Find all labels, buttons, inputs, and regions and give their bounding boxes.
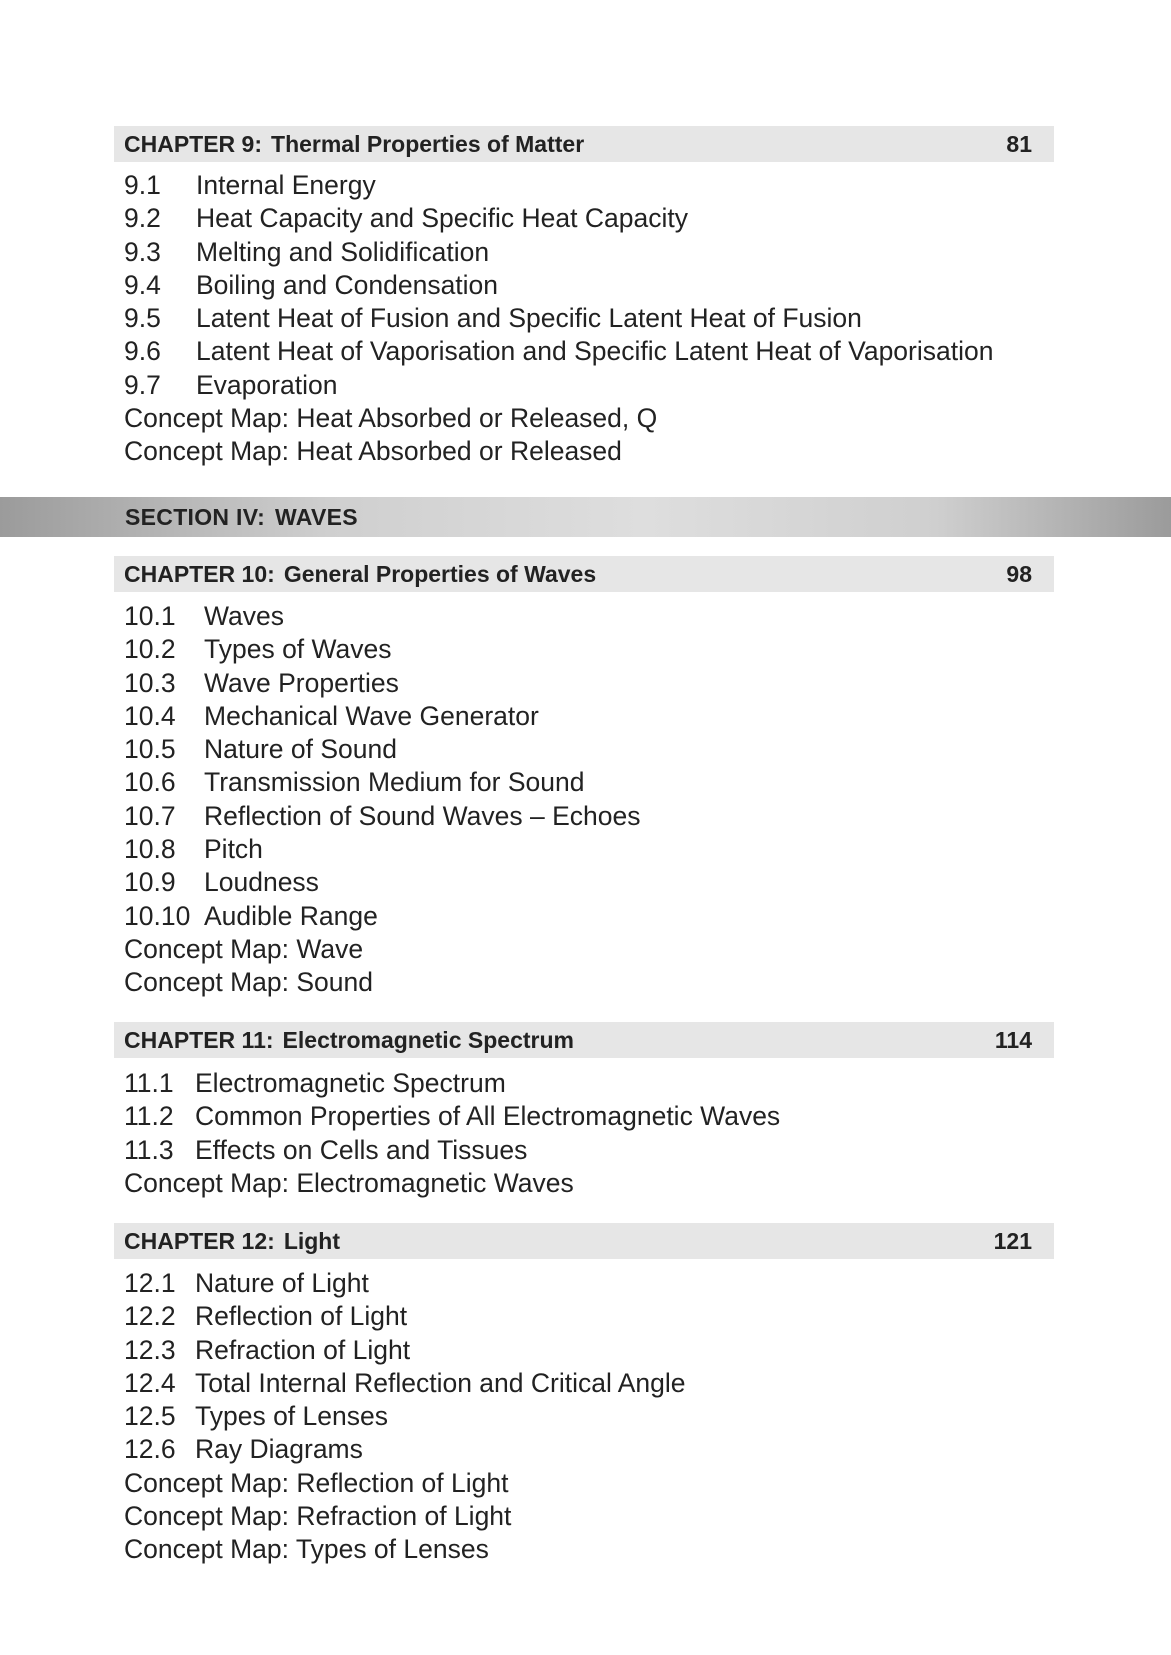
toc-item-title: Refraction of Light (195, 1334, 411, 1365)
toc-item-title: Latent Heat of Vaporisation and Specific Latent Heat of Vaporisation (196, 336, 994, 367)
toc-item-title: Evaporation (196, 369, 338, 400)
toc-item-title: Reflection of Sound Waves – Echoes (204, 800, 641, 831)
toc-item[interactable] (124, 633, 641, 666)
toc-item-number: 12.6 (124, 1434, 176, 1465)
toc-item[interactable] (124, 900, 641, 933)
toc-item-title: Mechanical Wave Generator (204, 700, 539, 731)
toc-item-title: Ray Diagrams (195, 1434, 363, 1465)
chapter-10-label: CHAPTER 10: (124, 560, 275, 587)
toc-item-number: 9.2 (124, 203, 161, 234)
toc-item-number: 11.2 (124, 1101, 174, 1132)
toc-item-number: 10.6 (124, 767, 176, 798)
concept-map-item[interactable]: Concept Map: Wave (124, 933, 364, 964)
toc-item-number: 9.5 (124, 303, 161, 334)
toc-item[interactable] (124, 302, 993, 335)
toc-item-title: Waves (204, 601, 285, 631)
toc-item-title: Nature of Light (195, 1268, 369, 1298)
chapter-10-header[interactable] (114, 556, 1054, 592)
toc-item-number: 12.3 (124, 1334, 176, 1365)
chapter-12-title-group (124, 1228, 349, 1255)
toc-item-number: 9.6 (124, 336, 161, 367)
toc-item[interactable] (124, 800, 641, 833)
toc-item[interactable] (124, 1300, 686, 1333)
toc-item[interactable] (124, 600, 641, 633)
chapter-9-title: Thermal Properties of Matter (271, 130, 585, 157)
chapter-9-contents (124, 169, 993, 469)
toc-item-number: 10.5 (124, 734, 176, 765)
toc-item[interactable] (124, 700, 641, 733)
concept-map-item[interactable]: Concept Map: Sound (124, 967, 373, 998)
toc-item-title: Types of Waves (204, 634, 392, 665)
section-header (0, 497, 1171, 537)
concept-map-item[interactable]: Concept Map: Heat Absorbed or Released, Q (124, 403, 658, 434)
chapter-12-label: CHAPTER 12: (124, 1227, 275, 1254)
toc-item-title: Transmission Medium for Sound (204, 767, 585, 798)
chapter-12-page: 121 (993, 1227, 1032, 1254)
toc-item[interactable] (124, 1334, 686, 1367)
toc-item-number: 9.3 (124, 236, 161, 267)
toc-item-title: Effects on Cells and Tissues (195, 1134, 528, 1165)
toc-item-number: 10.2 (124, 634, 176, 665)
toc-item-number: 9.7 (124, 369, 161, 400)
toc-item[interactable] (124, 1067, 780, 1100)
section-label: SECTION IV: (125, 503, 266, 530)
chapter-10-title-group (124, 561, 605, 588)
chapter-10-title: General Properties of Waves (283, 560, 597, 587)
chapter-11-header[interactable] (114, 1022, 1054, 1058)
chapter-9-label: CHAPTER 9: (124, 130, 263, 157)
toc-item-number: 10.4 (124, 700, 176, 731)
toc-item[interactable] (124, 369, 993, 402)
toc-item-number: 12.5 (124, 1401, 176, 1432)
toc-item[interactable] (124, 667, 641, 700)
chapter-11-label: CHAPTER 11: (124, 1026, 274, 1053)
toc-item[interactable] (124, 1367, 686, 1400)
toc-item-number: 12.4 (124, 1367, 176, 1398)
chapter-12-contents (124, 1267, 686, 1567)
toc-item[interactable] (124, 733, 641, 766)
chapter-11-page: 114 (994, 1026, 1032, 1053)
toc-item-number: 9.4 (124, 269, 161, 300)
toc-item[interactable] (124, 169, 993, 202)
toc-item-number: 10.7 (124, 800, 176, 831)
toc-item-number: 10.10 (124, 900, 191, 931)
toc-item[interactable] (124, 766, 641, 799)
concept-map-item[interactable]: Concept Map: Refraction of Light (124, 1501, 512, 1532)
toc-item[interactable] (124, 1100, 780, 1133)
toc-item[interactable] (124, 1134, 780, 1167)
chapter-11-title-group (124, 1027, 583, 1054)
toc-item-title: Internal Energy (196, 170, 376, 200)
chapter-9-title-group (124, 131, 593, 158)
concept-map-item[interactable]: Concept Map: Electromagnetic Waves (124, 1167, 574, 1198)
toc-item[interactable] (124, 1400, 686, 1433)
toc-item[interactable] (124, 269, 993, 302)
chapter-10-page: 98 (1006, 560, 1032, 587)
toc-item-number: 12.1 (124, 1268, 176, 1298)
toc-item-title: Loudness (204, 867, 319, 898)
toc-item-number: 10.1 (124, 601, 176, 631)
toc-item-title: Audible Range (204, 900, 378, 931)
toc-item-title: Common Properties of All Electromagnetic Waves (195, 1101, 781, 1132)
chapter-11-title: Electromagnetic Spectrum (282, 1026, 574, 1053)
toc-item-number: 10.9 (124, 867, 176, 898)
toc-item-number: 11.1 (124, 1068, 174, 1098)
toc-item-title: Wave Properties (204, 667, 399, 698)
chapter-12-title: Light (283, 1227, 341, 1254)
toc-item-title: Pitch (204, 834, 263, 865)
concept-map-item[interactable]: Concept Map: Reflection of Light (124, 1467, 509, 1498)
toc-item[interactable] (124, 202, 993, 235)
toc-item[interactable] (124, 236, 993, 269)
chapter-12-header[interactable] (114, 1223, 1054, 1259)
concept-map-item[interactable]: Concept Map: Types of Lenses (124, 1534, 489, 1565)
toc-item-title: Electromagnetic Spectrum (195, 1068, 506, 1098)
toc-item[interactable] (124, 866, 641, 899)
toc-item-number: 11.3 (124, 1134, 174, 1165)
toc-item-title: Nature of Sound (204, 734, 397, 765)
section-title: WAVES (275, 503, 358, 530)
toc-item-number: 12.2 (124, 1301, 176, 1332)
toc-item-title: Types of Lenses (195, 1401, 388, 1432)
toc-item-title: Heat Capacity and Specific Heat Capacity (196, 203, 688, 234)
chapter-10-contents (124, 600, 641, 1000)
toc-item-number: 10.8 (124, 834, 176, 865)
chapter-9-header[interactable] (114, 126, 1054, 162)
toc-item[interactable] (124, 833, 641, 866)
concept-map-item[interactable]: Concept Map: Heat Absorbed or Released (124, 436, 622, 467)
toc-item-title: Melting and Solidification (196, 236, 490, 267)
chapter-11-contents (124, 1067, 780, 1200)
chapter-9-page: 81 (1006, 130, 1032, 157)
toc-item-number: 9.1 (124, 170, 161, 200)
toc-item[interactable] (124, 1433, 686, 1466)
toc-item-title: Latent Heat of Fusion and Specific Latent Heat of Fusion (196, 303, 862, 334)
toc-item[interactable] (124, 335, 993, 368)
toc-item-title: Total Internal Reflection and Critical Angle (195, 1367, 686, 1398)
toc-item-number: 10.3 (124, 667, 176, 698)
toc-item-title: Reflection of Light (195, 1301, 408, 1332)
toc-item[interactable] (124, 1267, 686, 1300)
toc-item-title: Boiling and Condensation (196, 269, 499, 300)
